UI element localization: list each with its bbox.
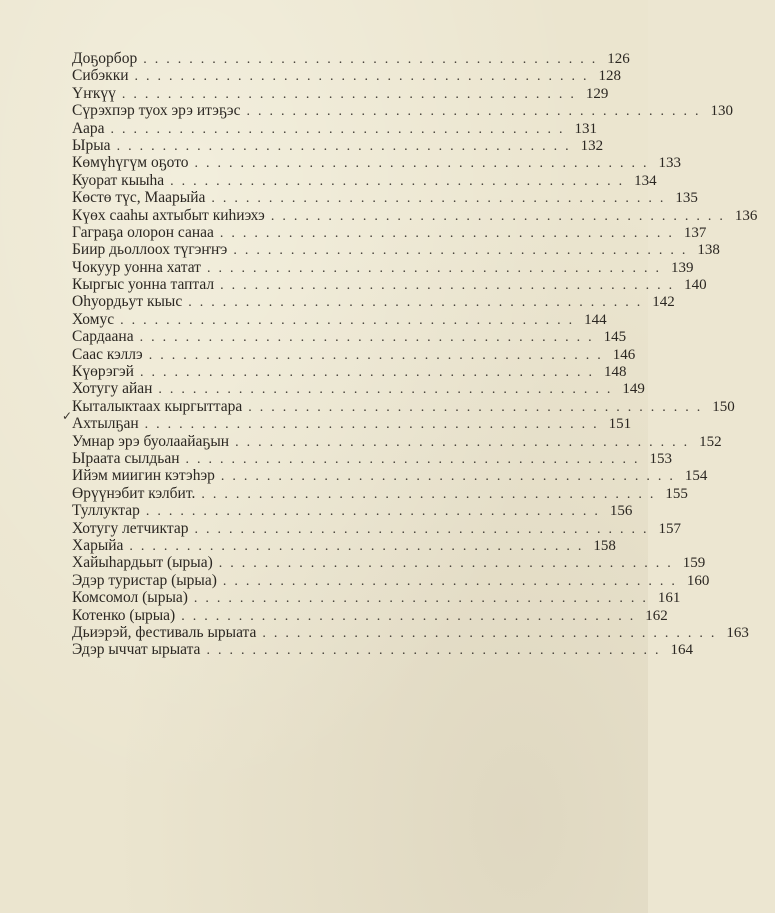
dot-leader: ........................................	[246, 104, 707, 120]
toc-entry-page-number: 136	[734, 207, 758, 224]
toc-entry-title: Хотугу летчиктар	[72, 519, 189, 537]
toc-entry	[72, 136, 604, 154]
toc-entry-title: Дьиэрэй, фестиваль ырыата	[72, 623, 257, 641]
toc-entry-title: Эдэр ыччат ырыата	[72, 641, 201, 659]
toc-entry-title: Хомус	[72, 310, 115, 328]
toc-entry-title: Күөх сааһы ахтыбыт киһиэхэ	[72, 206, 265, 224]
dot-leader: ........................................	[170, 173, 631, 189]
toc-entry	[72, 119, 597, 137]
toc-entry-title: Көмүһүгүм оҕото	[72, 154, 189, 172]
toc-entry	[72, 571, 710, 589]
dot-leader: ........................................	[233, 243, 694, 259]
dot-leader: ........................................	[270, 208, 731, 224]
toc-entry	[72, 84, 609, 102]
toc-entry	[72, 258, 694, 276]
toc-entry	[72, 67, 622, 85]
dot-leader: ........................................	[116, 138, 577, 154]
toc-entry-page-number: 134	[634, 172, 657, 189]
toc-entry-page-number: 154	[684, 468, 708, 485]
toc-entry-title: Ыраата сылдьан	[72, 449, 180, 467]
toc-entry	[72, 310, 607, 328]
dot-leader: ........................................	[181, 608, 642, 624]
toc-entry	[72, 102, 733, 120]
toc-entry-page-number: 140	[684, 277, 707, 294]
toc-entry-page-number: 152	[699, 433, 722, 450]
toc-entry-title: Үҥкүү	[72, 84, 116, 102]
dot-leader: ........................................	[194, 521, 655, 537]
toc-entry-page-number: 133	[658, 155, 682, 172]
toc-entry-title: Ырыа	[72, 136, 111, 154]
toc-entry-page-number: 153	[649, 450, 673, 467]
dot-leader: ........................................	[219, 225, 680, 241]
dot-leader: ........................................	[143, 52, 604, 67]
toc-entry-title: Кыргыс уонна таптал	[72, 276, 215, 294]
toc-entry-title: Саас кэллэ	[72, 345, 143, 363]
toc-entry-page-number: 131	[574, 120, 597, 137]
dot-leader: ........................................	[220, 469, 681, 485]
toc-entry-title: Сүрэхпэр туох эрэ итэҕэс	[72, 102, 241, 120]
toc-entry-page-number: 164	[670, 642, 693, 659]
toc-entry-title: Хайыһардьыт (ырыа)	[72, 554, 213, 572]
toc-entry-title: Күөрэгэй	[72, 363, 134, 381]
toc-entry	[72, 397, 735, 415]
toc-entry-title: Умнар эрэ буолаайаҕын	[72, 432, 230, 450]
toc-entry	[72, 189, 698, 207]
toc-entry-page-number: 142	[652, 294, 675, 311]
dot-leader: ........................................	[185, 451, 646, 467]
toc-entry	[72, 328, 627, 346]
dot-leader: ........................................	[222, 573, 683, 589]
dot-leader: ........................................	[110, 121, 571, 137]
dot-leader: ........................................	[206, 643, 667, 659]
toc-entry-title: Куорат кыыһа	[72, 171, 165, 189]
toc-entry-title: Доҕорбор	[72, 50, 138, 67]
dot-leader: ........................................	[220, 278, 681, 294]
dot-leader: ........................................	[194, 156, 655, 172]
toc-entry-page-number: 130	[710, 103, 733, 120]
dot-leader: ........................................	[218, 556, 679, 572]
dot-leader: ........................................	[120, 312, 581, 328]
toc-entry-page-number: 162	[645, 607, 668, 624]
toc-entry-title: Биир дьоллоох түгэҥҥэ	[72, 241, 228, 259]
toc-entry-title: Котенко (ырыа)	[72, 606, 176, 624]
toc-entry	[72, 641, 693, 659]
toc-entry-page-number: 156	[609, 503, 633, 520]
dot-leader: ........................................	[262, 625, 723, 641]
toc-entry-page-number: 138	[697, 242, 720, 259]
check-mark-icon: ✓	[62, 409, 73, 423]
dot-leader: ........................................	[206, 260, 667, 276]
toc-entry	[72, 432, 722, 450]
toc-entry-title: Сибэкки	[72, 67, 129, 85]
toc-entry-page-number: 150	[712, 398, 735, 415]
toc-entry	[72, 171, 657, 189]
dot-leader: ........................................	[235, 434, 696, 450]
toc-entry-title: Хотугу айан	[72, 380, 153, 398]
dot-leader: ........................................	[193, 591, 654, 607]
toc-entry	[72, 449, 673, 467]
toc-entry	[72, 554, 706, 572]
toc-entry-page-number: 126	[607, 51, 630, 67]
toc-entry-page-number: 146	[612, 346, 636, 363]
toc-entry-page-number: 149	[622, 381, 645, 398]
toc-entry-page-number: 155	[665, 485, 688, 502]
toc-entry-title: Комсомол (ырыа)	[72, 589, 188, 607]
toc-entry	[72, 484, 688, 502]
toc-entry	[72, 50, 630, 67]
toc-entry-page-number: 148	[603, 364, 627, 381]
toc-entry	[72, 536, 616, 554]
dot-leader: ........................................	[134, 69, 595, 85]
dot-leader: ........................................	[248, 399, 709, 415]
dot-leader: ........................................	[129, 538, 590, 554]
toc-entry-page-number: 159	[682, 555, 706, 572]
toc-entry-page-number: 151	[608, 416, 632, 433]
toc-entry-page-number: 144	[584, 311, 607, 328]
toc-entry-title: Туллуктар	[72, 502, 140, 520]
toc-entry	[72, 380, 645, 398]
toc-entry-title: Харыйа	[72, 536, 124, 554]
dot-leader: ........................................	[201, 486, 662, 502]
toc-entry-title: Көстө түс, Маарыйа	[72, 189, 206, 207]
table-of-contents	[72, 50, 758, 659]
toc-entry	[72, 606, 668, 624]
dot-leader: ........................................	[211, 191, 672, 207]
toc-entry-page-number: 128	[598, 68, 622, 85]
toc-entry-page-number: 163	[726, 624, 749, 641]
toc-entry-title: Ахтылҕан	[72, 415, 139, 433]
toc-entry-title: Ийэм миигин кэтэһэр	[72, 467, 215, 485]
dot-leader: ........................................	[139, 365, 600, 381]
dot-leader: ........................................	[188, 295, 649, 311]
toc-entry-title: Кыталыктаах кыргыттара	[72, 397, 243, 415]
dot-leader: ........................................	[148, 347, 609, 363]
toc-entry-title: Аара	[72, 119, 105, 137]
dot-leader: ........................................	[158, 382, 619, 398]
toc-entry-title: Оһуордьут кыыс	[72, 293, 183, 311]
dot-leader: ........................................	[139, 330, 600, 346]
toc-entry	[72, 276, 707, 294]
toc-entry	[72, 241, 720, 259]
toc-entry	[72, 154, 682, 172]
toc-entry-page-number: 132	[580, 137, 604, 154]
dot-leader: ........................................	[121, 86, 582, 102]
toc-entry-page-number: 145	[603, 329, 627, 346]
toc-entry	[72, 223, 707, 241]
dot-leader: ........................................	[145, 504, 606, 520]
toc-entry-page-number: 158	[593, 537, 616, 554]
toc-entry	[72, 345, 636, 363]
toc-entry-title: Сардаана	[72, 328, 134, 346]
toc-entry-title: Өрүүнэбит кэлбит.	[72, 484, 196, 502]
toc-entry-page-number: 139	[670, 259, 694, 276]
toc-entry	[72, 467, 708, 485]
toc-entry-title: Эдэр туристар (ырыа)	[72, 571, 217, 589]
toc-entry	[72, 502, 633, 520]
toc-entry	[72, 293, 675, 311]
toc-entry	[72, 363, 627, 381]
toc-entry-page-number: 137	[683, 224, 707, 241]
toc-entry-page-number: 129	[585, 85, 609, 102]
toc-entry-page-number: 157	[658, 520, 681, 537]
toc-entry	[72, 519, 681, 537]
toc-entry-page-number: 161	[657, 590, 681, 607]
toc-entry-page-number: 160	[686, 572, 710, 589]
toc-entry	[72, 415, 632, 433]
dot-leader: ........................................	[144, 417, 605, 433]
toc-entry-page-number: 135	[675, 190, 698, 207]
toc-entry	[72, 589, 681, 607]
toc-entry-title: Гаграҕа олорон санаа	[72, 223, 214, 241]
toc-entry	[72, 206, 758, 224]
toc-entry	[72, 623, 749, 641]
toc-entry-title: Чокуур уонна хатат	[72, 258, 201, 276]
